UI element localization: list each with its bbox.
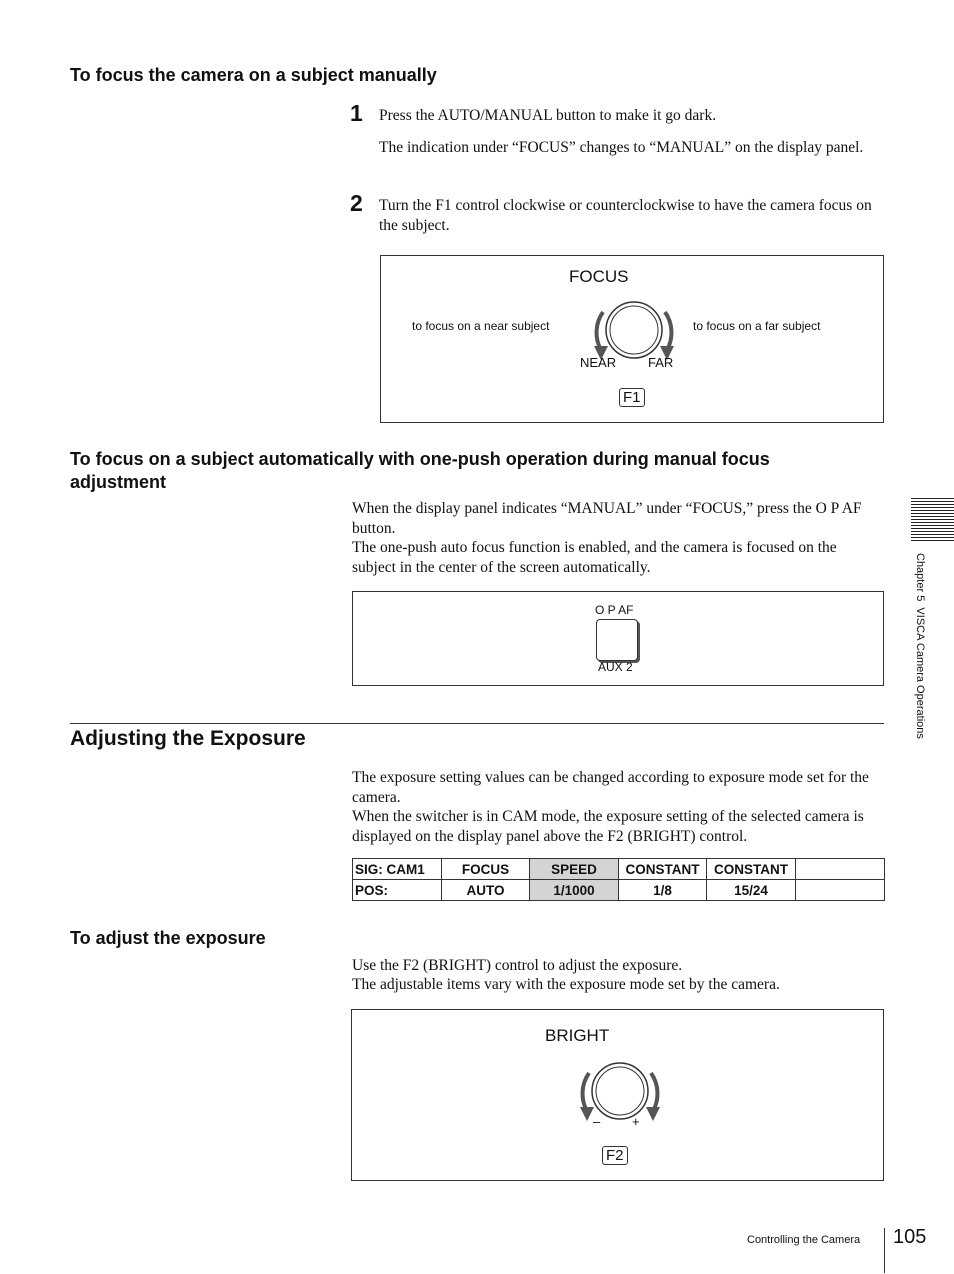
table-cell-highlighted: SPEED	[530, 859, 619, 880]
f1-key-label: F1	[619, 388, 645, 407]
near-label: NEAR	[580, 355, 617, 370]
bright-figure-title: BRIGHT	[545, 1026, 610, 1045]
table-cell: SIG: CAM1	[353, 859, 442, 880]
table-cell: 1/8	[619, 880, 707, 901]
chapter-side-label: Chapter 5 VISCA Camera Operations	[914, 553, 926, 739]
table-cell: CONSTANT	[707, 859, 796, 880]
adjust-para-2: The adjustable items vary with the exposure mode set by the camera.	[352, 976, 780, 993]
step-1-note: The indication under “FOCUS” changes to “MANUAL” on the display panel.	[379, 139, 864, 156]
step-number-1: 1	[350, 100, 363, 126]
one-push-para-2: The one-push auto focus function is enabled, and the camera is focused on the subject in the center of the screen automatically.	[352, 539, 837, 576]
table-cell: 15/24	[707, 880, 796, 901]
focus-figure-title: FOCUS	[569, 267, 629, 286]
opaf-button[interactable]	[596, 619, 638, 661]
step-1-text: Press the AUTO/MANUAL button to make it go dark.	[379, 107, 717, 124]
table-cell: POS:	[353, 880, 442, 901]
table-row	[353, 880, 885, 901]
far-subject-label: to focus on a far subject	[693, 319, 821, 333]
one-push-para-1: When the display panel indicates “MANUAL” under “FOCUS,” press the O P AF button.	[352, 500, 862, 537]
minus-label: –	[593, 1114, 601, 1129]
focus-control-figure	[380, 255, 884, 423]
table-cell: AUTO	[442, 880, 530, 901]
exposure-para-1: The exposure setting values can be changed according to exposure mode set for the camera.	[352, 769, 869, 806]
footer-divider	[884, 1228, 885, 1273]
f2-key-label: F2	[602, 1146, 628, 1165]
far-label: FAR	[648, 355, 674, 370]
table-row	[353, 859, 885, 880]
table-cell-highlighted: 1/1000	[530, 880, 619, 901]
display-panel-table	[352, 858, 885, 901]
plus-label: +	[632, 1114, 640, 1129]
section-heading-one-push-af: To focus on a subject automatically with one-push operation during manual focus adjustment	[70, 449, 770, 492]
chapter-tab-marker	[911, 498, 954, 542]
aux2-label: AUX 2	[598, 660, 633, 674]
step-2-text: Turn the F1 control clockwise or counterclockwise to have the camera focus on the subject.	[379, 197, 872, 234]
table-cell: CONSTANT	[619, 859, 707, 880]
section-divider	[70, 723, 884, 724]
near-subject-label: to focus on a near subject	[412, 319, 550, 333]
section-heading-manual-focus: To focus the camera on a subject manually	[70, 65, 437, 85]
rotary-knob-f2-icon	[567, 1057, 677, 1135]
page-number: 105	[893, 1226, 927, 1248]
table-cell: FOCUS	[442, 859, 530, 880]
section-heading-adjusting-exposure: Adjusting the Exposure	[70, 727, 306, 750]
footer-section-title: Controlling the Camera	[747, 1234, 861, 1246]
table-cell	[796, 859, 885, 880]
table-cell	[796, 880, 885, 901]
adjust-para-1: Use the F2 (BRIGHT) control to adjust the exposure.	[352, 957, 683, 974]
opaf-label: O P AF	[595, 603, 634, 617]
exposure-para-2: When the switcher is in CAM mode, the exposure setting of the selected camera is displayed on the display panel above the F2 (BRIGHT) control.	[352, 808, 864, 845]
bright-control-figure	[351, 1009, 884, 1181]
opaf-button-figure	[352, 591, 884, 686]
section-heading-adjust-exposure: To adjust the exposure	[70, 928, 266, 948]
step-number-2: 2	[350, 190, 363, 216]
